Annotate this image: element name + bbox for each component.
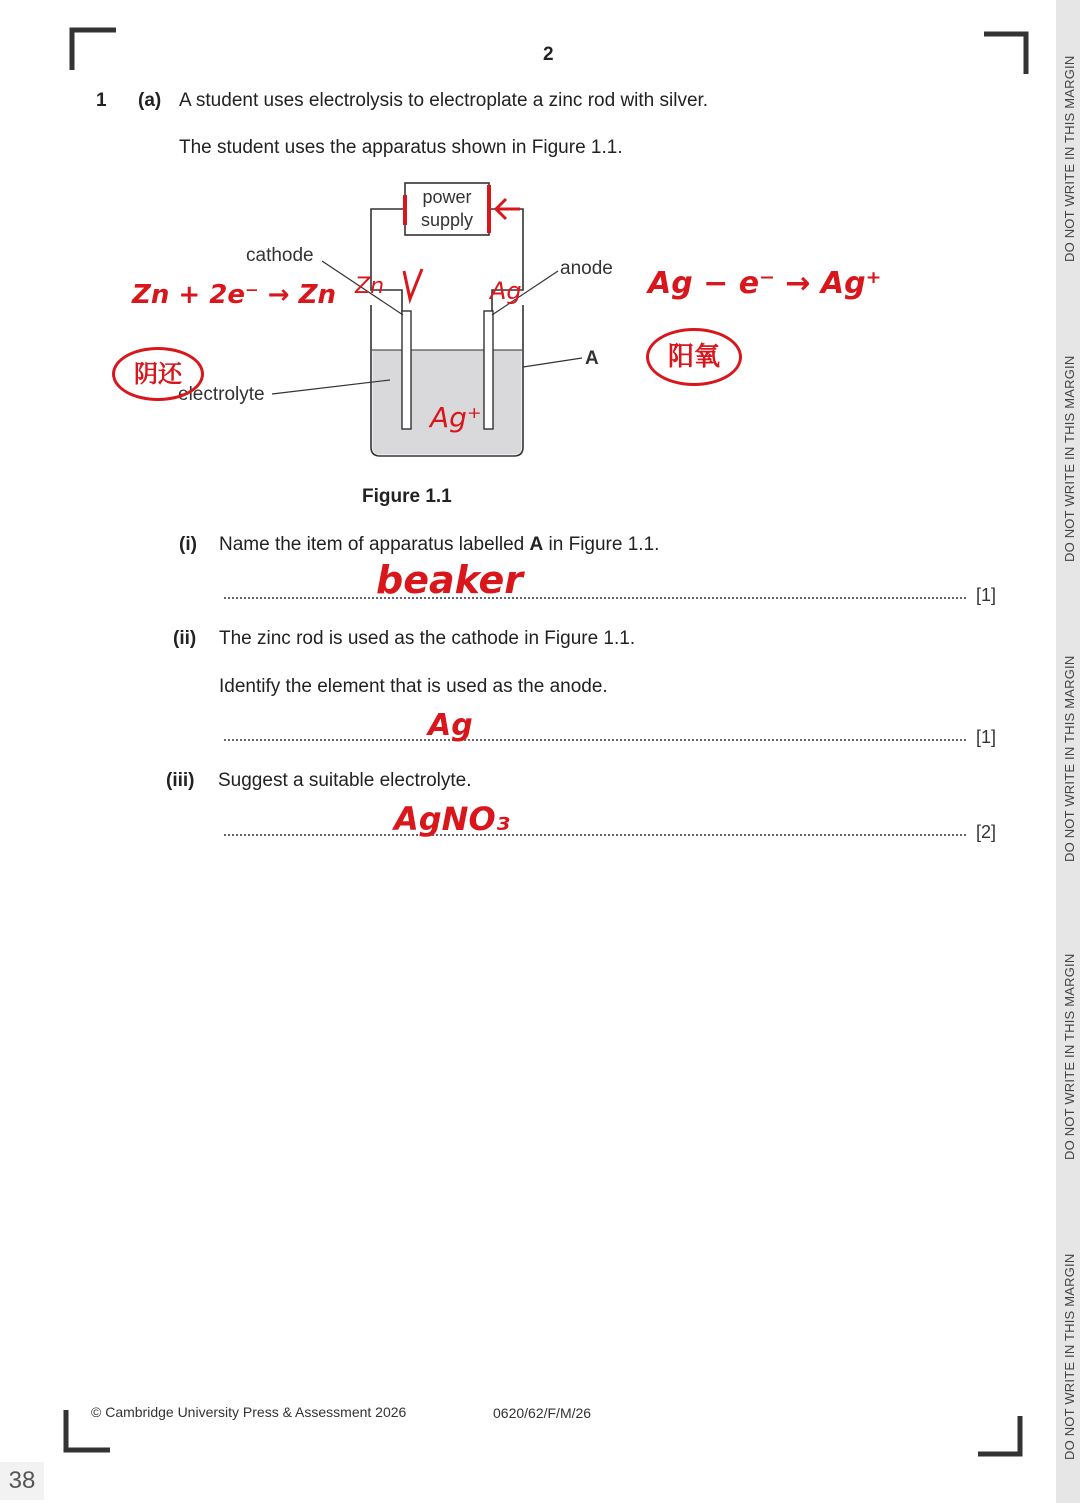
question-part: (a)	[138, 90, 162, 111]
question-intro: A student uses electrolysis to electroplate a zinc rod with silver.	[179, 90, 709, 111]
margin-notice-2: DO NOT WRITE IN THIS MARGIN	[1062, 355, 1077, 562]
cathode-rod	[402, 311, 411, 429]
crop-mark-top-left	[68, 26, 118, 72]
figure-caption: Figure 1.1	[362, 486, 452, 507]
label-cathode: cathode	[246, 245, 314, 266]
answer-line-iii[interactable]	[224, 834, 966, 836]
A-leader	[523, 358, 582, 367]
hw-arrow-right	[496, 199, 520, 219]
subq-ii-text: The zinc rod is used as the cathode in Figure 1.1.	[219, 628, 636, 649]
subq-i-text-bold: A	[529, 534, 544, 555]
hw-cathode-equation: Zn + 2e⁻ → Zn	[132, 280, 336, 310]
crop-mark-top-right	[982, 30, 1032, 76]
hw-anode-note	[646, 328, 742, 386]
margin-notice-5: DO NOT WRITE IN THIS MARGIN	[1062, 1253, 1077, 1460]
hw-ag-rod-label: Ag	[490, 277, 522, 305]
answer-line-i[interactable]	[224, 597, 966, 599]
marks-ii: [1]	[976, 727, 997, 747]
question-number: 1	[96, 90, 107, 111]
hw-arrow-down	[404, 269, 422, 299]
subq-i-text-after: in Figure 1.1.	[543, 534, 660, 555]
hw-cathode-note-text: 阴还	[134, 360, 182, 388]
subq-ii-number: (ii)	[173, 628, 197, 649]
anode-rod	[484, 311, 493, 429]
electrolyte-leader	[272, 380, 390, 394]
answer-iii: AgNO₃	[394, 800, 510, 838]
marks-iii: [2]	[976, 822, 997, 842]
hw-ion-label: Ag⁺	[430, 401, 482, 434]
answer-line-ii[interactable]	[224, 739, 966, 741]
footer-copyright: © Cambridge University Press & Assessment 2026	[91, 1404, 407, 1420]
label-anode: anode	[560, 258, 613, 279]
side-tab-page-number: 38	[0, 1462, 44, 1500]
hw-zn-rod-label: Zn	[355, 274, 385, 299]
apparatus-line: The student uses the apparatus shown in Figure 1.1.	[179, 137, 623, 158]
hw-anode-note-text: 阳氧	[667, 342, 720, 372]
margin-notice-4: DO NOT WRITE IN THIS MARGIN	[1062, 953, 1077, 1160]
subq-ii-text2: Identify the element that is used as the anode.	[219, 676, 608, 697]
margin-notice-1: DO NOT WRITE IN THIS MARGIN	[1062, 55, 1077, 262]
answer-i: beaker	[376, 558, 524, 602]
margin-notice-3: DO NOT WRITE IN THIS MARGIN	[1062, 655, 1077, 862]
subq-i-text	[219, 534, 659, 556]
answer-ii: Ag	[428, 708, 473, 743]
subq-i-number: (i)	[179, 534, 197, 555]
hw-anode-equation: Ag − e⁻ → Ag⁺	[648, 266, 882, 301]
footer-code: 0620/62/F/M/26	[493, 1405, 592, 1421]
crop-mark-bottom-right	[976, 1414, 1028, 1460]
subq-iii-text: Suggest a suitable electrolyte.	[218, 770, 472, 791]
power-supply-label-line1: power	[422, 187, 472, 207]
label-A: A	[585, 348, 599, 369]
marks-i: [1]	[976, 585, 997, 605]
label-electrolyte: electrolyte	[178, 384, 265, 405]
electrolysis-apparatus-figure	[100, 175, 800, 475]
subq-i-text-before: Name the item of apparatus labelled	[219, 534, 530, 555]
subq-iii-number: (iii)	[166, 770, 195, 791]
hw-cathode-note	[112, 347, 204, 401]
power-supply-label-line2: supply	[420, 210, 474, 230]
page-number: 2	[543, 44, 554, 65]
